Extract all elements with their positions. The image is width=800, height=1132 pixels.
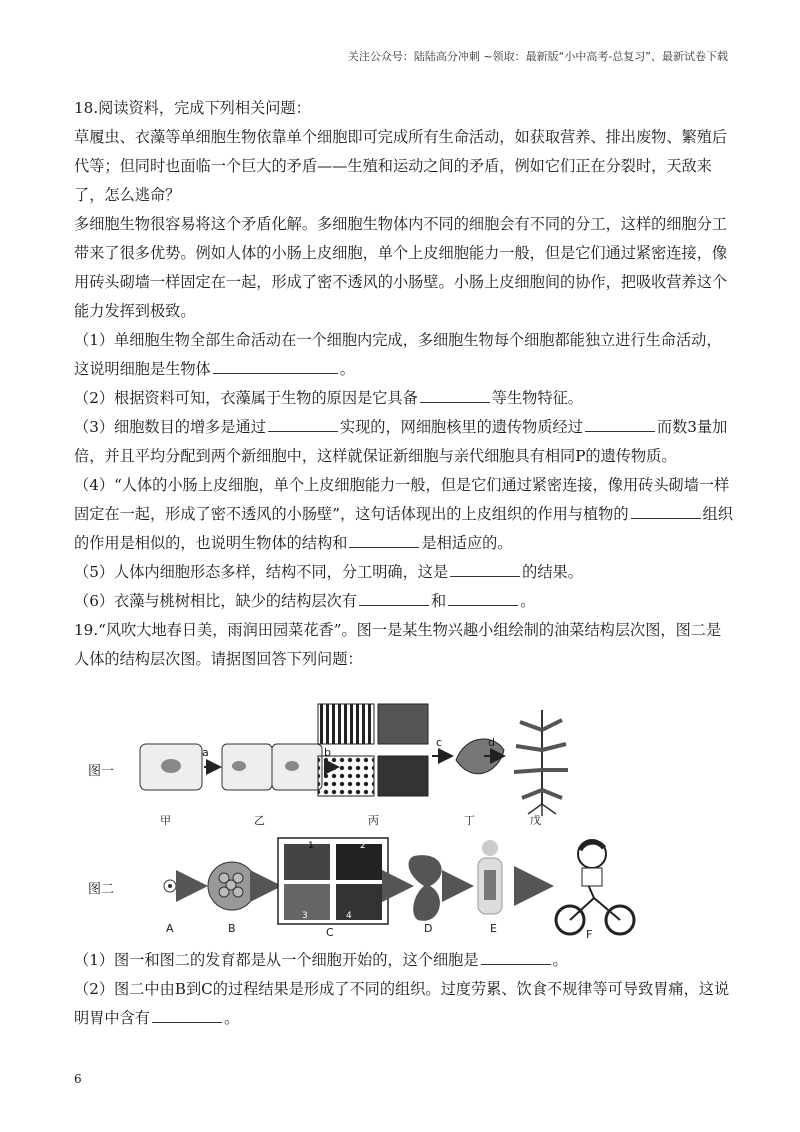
answer-blank[interactable] bbox=[448, 587, 518, 606]
figure-1-label: 图一 bbox=[88, 764, 115, 779]
q18-sub-1-end: 。 bbox=[339, 360, 355, 378]
q18-sub-6-text: （6）衣藻与桃树相比，缺少的结构层次有 bbox=[74, 592, 358, 610]
human-on-bicycle bbox=[556, 840, 634, 934]
tissue-num-3: 3 bbox=[302, 911, 308, 921]
q19-sub-1-text: （1）图一和图二的发育都是从一个细胞开始的，这个细胞是 bbox=[74, 951, 479, 969]
caption-yi: 乙 bbox=[254, 814, 265, 827]
figure-1 bbox=[74, 700, 736, 832]
answer-blank[interactable] bbox=[349, 529, 419, 548]
q18-sub-3-mid: 实现的，网细胞核里的遗传物质经过 bbox=[339, 418, 583, 436]
arrow-label-d: d bbox=[488, 736, 495, 749]
q18-sub-3-text: （3）细胞数目的增多是通过 bbox=[74, 418, 266, 436]
q18-paragraph-2: 多细胞生物很容易将这个矛盾化解。多细胞生物体内不同的细胞会有不同的分工，这样的细胞分工带来了很多优势。例如人体的小肠上皮细胞，单个上皮细胞能力一般，但是它们通过紧密连接，像用砖头砌墙一样固定在一起，形成了密不透风的小肠壁。小肠上皮细胞间的协作，把吸收营养这个能力发挥到极致。 bbox=[74, 215, 728, 320]
caption-F: F bbox=[586, 928, 593, 941]
figure-1-drawing bbox=[74, 700, 736, 832]
caption-bing: 丙 bbox=[368, 814, 379, 827]
rapeseed-plant bbox=[514, 710, 568, 816]
arrow-label-c: c bbox=[436, 736, 443, 749]
answer-blank[interactable] bbox=[268, 413, 338, 432]
q19-intro: 19.“风吹大地春日美，雨润田园菜花香”。图一是某生物兴趣小组绘制的油菜结构层次图，图二是人体的结构层次图。请据图回答下列问题： bbox=[74, 621, 722, 668]
q18-sub-5-text: （5）人体内细胞形态多样，结构不同，分工明确，这是 bbox=[74, 563, 449, 581]
q18-title: 18.阅读资料，完成下列相关问题： bbox=[74, 99, 311, 117]
q18-sub-1 bbox=[74, 326, 736, 384]
q18-sub-2 bbox=[74, 384, 736, 413]
answer-blank[interactable] bbox=[152, 1004, 222, 1023]
tissue-num-2: 2 bbox=[360, 841, 366, 851]
q18-sub-3-end: 而数3量加倍，并且平均分配到两个新细胞中，这样就保证新细胞与亲代细胞具有相同P的遗传物质。 bbox=[74, 418, 728, 465]
q18-sub-6-end: 。 bbox=[520, 592, 536, 610]
page-number: 6 bbox=[74, 1072, 82, 1086]
q18-sub-2-end: 等生物特征。 bbox=[491, 389, 583, 407]
answer-blank[interactable] bbox=[359, 587, 429, 606]
q18-sub-5-end: 的结果。 bbox=[522, 563, 583, 581]
q18-sub-6 bbox=[74, 587, 736, 616]
q18-sub-6-mid: 和 bbox=[431, 592, 447, 610]
q19-sub-1 bbox=[74, 946, 736, 975]
q18-sub-4-text: （4）“人体的小肠上皮细胞，单个上皮细胞能力一般，但是它们通过紧密连接，像用砖头砌墙一样固定在一起，形成了密不透风的小肠壁”，这句话体现出的上皮组织的作用与植物的 bbox=[74, 476, 730, 523]
digestive-system bbox=[478, 840, 502, 914]
plant-tissues bbox=[318, 704, 428, 796]
caption-wu: 戊 bbox=[530, 814, 541, 827]
tissue-num-1: 1 bbox=[308, 841, 314, 851]
q19-sub-1-end: 。 bbox=[552, 951, 568, 969]
q18-sub-4 bbox=[74, 471, 736, 558]
q18-paragraph-1: 草履虫、衣藻等单细胞生物依靠单个细胞即可完成所有生命活动，如获取营养、排出废物、繁殖后代等；但同时也面临一个巨大的矛盾——生殖和运动之间的矛盾，例如它们正在分裂时，天敌来了，怎么逃命？ bbox=[74, 128, 728, 204]
caption-jia: 甲 bbox=[160, 814, 171, 827]
figure-2 bbox=[74, 836, 736, 942]
answer-blank[interactable] bbox=[450, 558, 520, 577]
human-tissues-box bbox=[278, 838, 388, 924]
q18-sub-4-mid: 组织的作用是相似的，也说明生物体的结构和 bbox=[74, 505, 733, 552]
q18-sub-2-text: （2）根据资料可知，衣藻属于生物的原因是它具备 bbox=[74, 389, 418, 407]
caption-ding: 丁 bbox=[464, 814, 475, 827]
answer-blank[interactable] bbox=[420, 384, 490, 403]
answer-blank[interactable] bbox=[213, 355, 338, 374]
q19-sub-2 bbox=[74, 975, 736, 1033]
caption-E: E bbox=[490, 922, 497, 935]
cell-cluster bbox=[208, 862, 256, 910]
answer-blank[interactable] bbox=[585, 413, 655, 432]
q18-sub-3 bbox=[74, 413, 736, 471]
arrow-label-b: b bbox=[324, 746, 331, 759]
answer-blank[interactable] bbox=[631, 500, 701, 519]
stomach-organ bbox=[409, 855, 442, 921]
caption-C: C bbox=[326, 926, 334, 939]
answer-blank[interactable] bbox=[481, 946, 551, 965]
two-plant-cells bbox=[222, 744, 322, 790]
question-19-subs bbox=[74, 946, 736, 1033]
q18-sub-4-end: 是相适应的。 bbox=[421, 534, 513, 552]
figure-2-label: 图二 bbox=[88, 882, 115, 897]
arrow-label-a: a bbox=[202, 746, 209, 759]
caption-B: B bbox=[228, 922, 236, 935]
page-header: 关注公众号：陆陆高分冲刺 ~领取：最新版“小中高考-总复习”、最新试卷下载 bbox=[347, 50, 728, 63]
tissue-num-4: 4 bbox=[346, 911, 352, 921]
single-plant-cell bbox=[140, 744, 202, 790]
caption-D: D bbox=[424, 922, 433, 935]
q19-sub-2-text: （2）图二中由B到C的过程结果是形成了不同的组织。过度劳累、饮食不规律等可导致胃痛，这说明胃中含有 bbox=[74, 980, 730, 1027]
question-18 bbox=[74, 94, 736, 674]
q18-sub-5 bbox=[74, 558, 736, 587]
caption-A: A bbox=[166, 922, 174, 935]
q18-sub-1-text: （1）单细胞生物全部生命活动在一个细胞内完成，多细胞生物每个细胞都能独立进行生命活动，这说明细胞是生物体 bbox=[74, 331, 722, 378]
q19-sub-2-end: 。 bbox=[223, 1009, 240, 1027]
